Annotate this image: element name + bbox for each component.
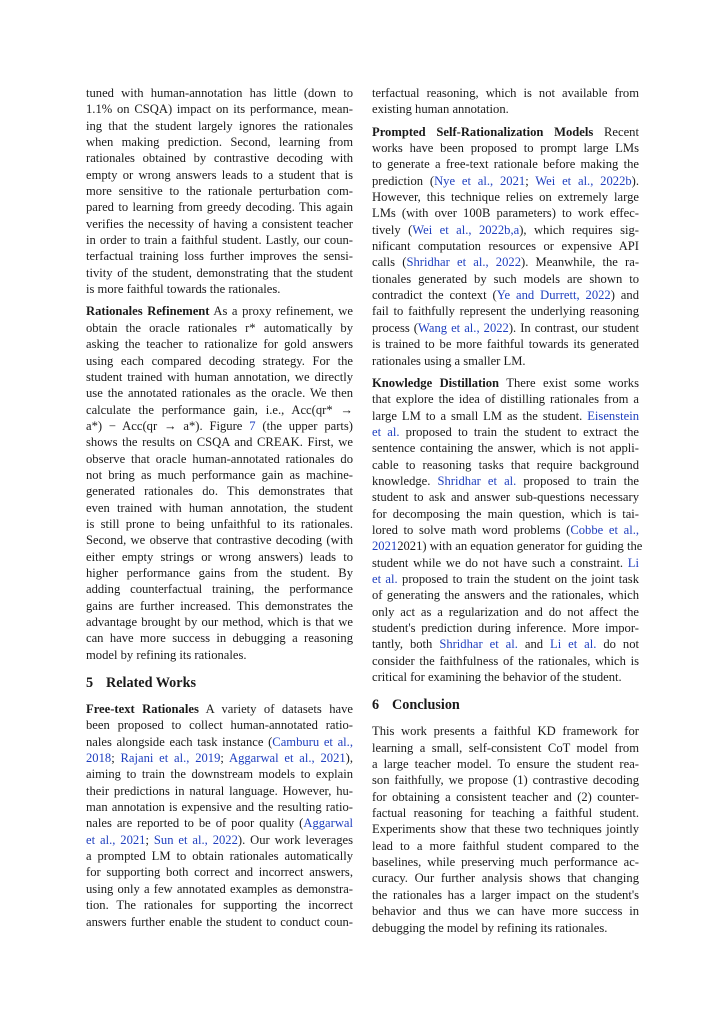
text-line: behavior and thus we can have more success in [372, 904, 639, 919]
text-line: 2021) with an equation generator for guiding the [397, 539, 643, 554]
section-number: 6 [372, 697, 380, 714]
text-line: for obtaining a consistent teacher and (2) counter- [372, 789, 639, 804]
citation-link[interactable]: Li [627, 555, 639, 570]
citation-link[interactable]: et al., 2021 [86, 832, 146, 847]
right-column [372, 85, 643, 936]
text-line: adding counterfactual training, the performance [86, 582, 353, 597]
text-line: ), [345, 751, 354, 766]
text-line: higher performance gains from the student. By [86, 565, 353, 580]
citation-link[interactable]: Aggarwal [303, 816, 353, 831]
text-line: lored to solve math word problems ( [372, 522, 571, 537]
text-line: and [517, 637, 550, 652]
text-line: student while we do not have such a constraint. [372, 555, 628, 570]
text-line: student to ask and answer sub-questions necessary [372, 490, 639, 505]
citation-link[interactable]: et al. [372, 571, 398, 586]
text-line: asking the teacher to rationalize for gold answers [86, 337, 353, 352]
citation-link[interactable]: Wang et al., 2022 [418, 320, 509, 335]
citation-link[interactable]: et al. [372, 424, 400, 439]
citation-link[interactable]: Wei et al., 2022b [535, 173, 632, 188]
text-line: ). Our work leverages [237, 832, 353, 847]
section-number: 5 [86, 675, 94, 692]
text-line: a large teacher model. To ensure the student rea- [372, 757, 639, 772]
text-line: existing human annotation. [372, 102, 509, 117]
text-line: can have more success in debugging a reasoning [86, 631, 353, 646]
text-line: lead to a more faithful student compared to the [372, 838, 639, 853]
section-title: Related Works [106, 675, 196, 692]
text-line: baselines, while preserving much performance ac- [372, 855, 639, 870]
text-line: their predictions in natural language. However, hu- [86, 783, 353, 798]
text-line: calculate the performance gain, i.e., Acc(qr* → [86, 402, 353, 417]
citation-link[interactable]: Wei et al., 2022b,a [412, 222, 520, 237]
text-line: ) and [610, 288, 639, 303]
text-line: been proposed to collect human-annotated ratio- [86, 718, 353, 733]
text-line: ). [631, 173, 640, 188]
text-line: that explore the idea of distilling rationales from a [372, 392, 639, 407]
text-line: nales alongside each task instance ( [86, 734, 273, 749]
text-line: tivity of the student, demonstrating that the student [86, 265, 353, 280]
text-line: A variety of datasets have [198, 702, 353, 717]
conclusion-paragraph [372, 723, 639, 935]
text-line: rationales obtained by contrastive decoding with [86, 151, 353, 166]
citation-link[interactable]: Camburu et al., [272, 734, 353, 749]
text-line: works have been proposed to prompt large LMs [372, 141, 639, 156]
prompted-self-rationalization-paragraph [372, 124, 639, 369]
knowledge-distillation-paragraph [372, 375, 643, 686]
citation-link[interactable]: Cobbe et al., [570, 522, 639, 537]
paragraph-heading: Knowledge Distillation [372, 375, 500, 390]
text-line: curacy. Our further analysis shows that changing [372, 871, 639, 886]
text-line: student trained with human annotation, we directly [86, 369, 353, 384]
text-line: nales are reported to be of poor quality ( [86, 816, 304, 831]
left-column [86, 85, 353, 930]
text-line: nificant computation resources or expensive API [372, 239, 639, 254]
text-line: a prompted LM to obtain rationales automatically [86, 849, 353, 864]
free-text-rationales-paragraph [86, 701, 353, 930]
text-line: fail to faithfully represent the underlying reasoning [372, 304, 639, 319]
text-line: large LM to a small LM as the student. [372, 408, 588, 423]
text-line: cable to reasoning tasks that require background [372, 457, 639, 472]
text-line: the rationales has a larger impact on the student's [372, 887, 639, 902]
text-line: proposed to train the student to extract the [405, 424, 639, 439]
paragraph-continued [86, 85, 353, 297]
text-line: is more faithful towards the rationales. [86, 282, 281, 297]
text-line: calls ( [372, 255, 407, 270]
text-line: tuned with human-annotation has little (down to [86, 86, 353, 100]
text-line: a*) − Acc(qr → a*). Figure [86, 418, 250, 433]
text-line: do not [596, 637, 640, 652]
text-line: gains are further increased. This demonstrates the [86, 598, 353, 613]
paragraph-heading: Prompted Self-Rationalization Models [372, 124, 594, 139]
citation-link[interactable]: Sun et al., 2022 [153, 832, 238, 847]
paragraph-continued [372, 85, 639, 118]
text-line: generated rationales do. This demonstrates that [86, 484, 353, 499]
text-line: not bring as much performance gain as machine- [86, 467, 353, 482]
text-line: to generate a free-text rationale before making the [372, 157, 639, 172]
text-line: knowledge. [372, 473, 438, 488]
text-line: use the annotated rationales as the oracle. We then [86, 386, 353, 401]
text-line: proposed to train the [516, 473, 639, 488]
text-line: prediction ( [372, 173, 435, 188]
citation-link[interactable]: Aggarwal et al., 2021 [228, 751, 346, 766]
text-line: advantage brought by our method, which is that we [86, 615, 353, 629]
text-line: terfactual training loss further improves the sensi- [86, 249, 353, 264]
text-line: obtain the oracle rationales r* automatically by [86, 320, 353, 335]
text-line: Recent [593, 124, 639, 139]
text-line: However, this technique relies on extremely large [372, 190, 639, 205]
text-line: son faithfully, we propose (1) contrastive decoding [372, 773, 639, 788]
text-line: empty or wrong answers leads to a student that is [86, 167, 353, 182]
text-line: when making prediction. Second, learning from [86, 135, 353, 150]
text-line: of generating the answers and the rationales, which [372, 588, 639, 603]
text-line: tantly, both [372, 637, 440, 652]
paragraph-heading: Rationales Refinement [86, 304, 210, 319]
section-title: Conclusion [392, 697, 460, 714]
text-line: using each compared decoding strategy. For the [86, 353, 353, 368]
text-line: factual reasoning for teaching a faithful student. [372, 806, 639, 821]
citation-link[interactable]: Shridhar et al. [439, 637, 518, 652]
text-line: is trained to be more faithful towards its generated [372, 337, 639, 352]
citation-link[interactable]: Shridhar et al. [437, 473, 517, 488]
text-line: debugging the model by refining its rationales. [372, 920, 608, 935]
text-line: is still prone to being unfaithful to its rationales. [86, 516, 353, 531]
text-line: tively ( [372, 222, 413, 237]
text-line: This work presents a faithful KD framework for [372, 724, 639, 739]
text-line: ; [111, 751, 121, 766]
citation-link[interactable]: Shridhar et al., 2022 [406, 255, 521, 270]
text-line: only act as a regularization and do not affect the [372, 604, 639, 619]
text-line: There exist some works [499, 375, 639, 390]
text-line: ; [145, 832, 154, 847]
citation-link[interactable]: Ye and Durrett, 2022 [496, 288, 611, 303]
text-line: model by refining its rationales. [86, 647, 247, 662]
citation-link[interactable]: Li et al. [550, 637, 597, 652]
text-line: ). In contrast, our student [508, 320, 639, 335]
text-line: 1.1% on CSQA) impact on its performance, mean- [86, 102, 353, 117]
text-line: tion. The rationales for supporting the incorrect [86, 898, 353, 913]
text-line: ; [525, 173, 536, 188]
paragraph-heading: Free-text Rationales [86, 702, 199, 717]
text-line: shows the results on CSQA and CREAK. First, we [86, 435, 353, 450]
text-line: student's prediction during inference. More impor- [372, 621, 639, 635]
text-line: verifies the necessity of having a consistent teacher [86, 216, 353, 231]
text-line: learning a small, self-consistent CoT model from [372, 740, 639, 755]
citation-link[interactable]: 2018 [86, 751, 112, 766]
text-line: As a proxy refinement, we [209, 304, 353, 319]
section-heading-conclusion [372, 696, 639, 714]
text-line: terfactual reasoning, which is not available from [372, 86, 639, 100]
citation-link[interactable]: 2021 [372, 539, 398, 554]
text-line: sentence containing the answer, which is not appli- [372, 441, 639, 456]
text-line: (the upper parts) [255, 418, 353, 433]
text-line: answers further enable the student to conduct coun- [86, 914, 353, 929]
text-line: ing that the student largely ignores the rationales [86, 118, 353, 133]
rationales-refinement-paragraph [86, 303, 353, 663]
text-line: man annotation is expensive and the resulting ratio- [86, 800, 353, 815]
text-line: Second, we observe that contrastive decoding (with [86, 533, 353, 548]
text-line: observe that oracle human-annotated rationales do [86, 451, 353, 466]
text-line: rationales using a smaller LM. [372, 353, 526, 368]
text-line: process ( [372, 320, 418, 335]
text-line: ), which requires sig- [519, 222, 640, 237]
text-line: LMs (with over 100B parameters) to work effec- [372, 206, 639, 221]
text-line: for supporting both correct and incorrect answers, [86, 865, 353, 880]
citation-link[interactable]: Rajani et al., 2019 [120, 751, 221, 766]
text-line: pared to learning from greedy decoding. This again [86, 200, 353, 215]
citation-link[interactable]: Nye et al., 2021 [434, 173, 526, 188]
text-line: ; [220, 751, 229, 766]
section-heading-related-works [86, 674, 353, 692]
text-line: either empty strings or wrong answers) leads to [86, 549, 353, 564]
text-line: aiming to train the downstream models to explain [86, 767, 353, 782]
text-line: ). Meanwhile, the ra- [521, 255, 640, 270]
text-line: critical for examining the behavior of the student. [372, 670, 622, 685]
text-line: more sensitive to the rationale perturbation com- [86, 184, 353, 199]
text-line: contradict the context ( [372, 288, 497, 303]
figure-link[interactable]: 7 [249, 418, 256, 433]
text-line: even trained with human annotation, the student [86, 500, 353, 515]
text-line: for decomposing the main question, which is tai- [372, 506, 639, 521]
text-line: in order to train a faithful student. Lastly, our coun- [86, 233, 353, 248]
text-line: proposed to train the student on the joint task [402, 571, 639, 586]
text-line: using only a few annotated examples as demonstra- [86, 881, 353, 896]
text-line: Experiments show that these two techniques jointly [372, 822, 639, 837]
citation-link[interactable]: Eisenstein [587, 408, 639, 423]
text-line: consider the faithfulness of the rationales, which is [372, 653, 639, 668]
text-line: tionales generated by such models are shown to [372, 271, 639, 286]
